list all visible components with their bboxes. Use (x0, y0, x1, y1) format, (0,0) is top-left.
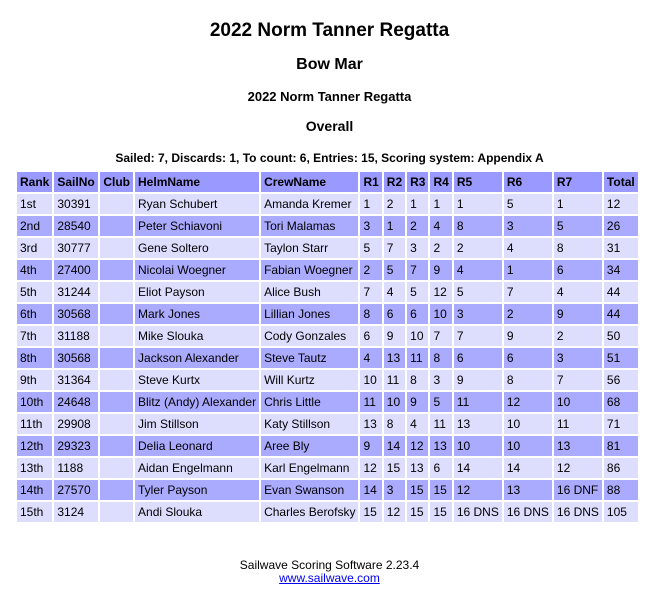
cell-total: 86 (604, 458, 638, 478)
cell-helmname: Blitz (Andy) Alexander (135, 392, 259, 412)
cell-sailno: 30391 (54, 194, 98, 214)
cell-total: 44 (604, 282, 638, 302)
col-r4: R4 (430, 172, 451, 192)
col-sailno: SailNo (54, 172, 98, 192)
cell-r3: 1 (407, 194, 428, 214)
cell-r3: 4 (407, 414, 428, 434)
table-row (17, 282, 638, 302)
table-row (17, 216, 638, 236)
cell-r5: 3 (454, 304, 502, 324)
cell-helmname: Aidan Engelmann (135, 458, 259, 478)
cell-r5: 2 (454, 238, 502, 258)
cell-helmname: Andi Slouka (135, 502, 259, 522)
table-row (17, 260, 638, 280)
cell-r6: 6 (504, 348, 552, 368)
cell-r3: 15 (407, 502, 428, 522)
cell-r7: 8 (554, 238, 602, 258)
table-row (17, 414, 638, 434)
cell-r2: 7 (384, 238, 405, 258)
cell-rank: 15th (17, 502, 52, 522)
cell-r5: 11 (454, 392, 502, 412)
cell-r6: 9 (504, 326, 552, 346)
cell-sailno: 31364 (54, 370, 98, 390)
cell-r1: 15 (360, 502, 381, 522)
page-title: 2022 Norm Tanner Regatta (209, 20, 450, 41)
cell-crewname: Amanda Kremer (261, 194, 358, 214)
cell-r2: 2 (384, 194, 405, 214)
cell-helmname: Eliot Payson (135, 282, 259, 302)
cell-crewname: Fabian Woegner (261, 260, 358, 280)
cell-crewname: Karl Engelmann (261, 458, 358, 478)
col-helmname: HelmName (135, 172, 259, 192)
cell-r1: 8 (360, 304, 381, 324)
cell-rank: 1st (17, 194, 52, 214)
cell-club (100, 216, 133, 236)
cell-r3: 9 (407, 392, 428, 412)
cell-r2: 5 (384, 260, 405, 280)
cell-sailno: 1188 (54, 458, 98, 478)
cell-r5: 16 DNS (454, 502, 502, 522)
cell-rank: 11th (17, 414, 52, 434)
cell-r7: 11 (554, 414, 602, 434)
cell-r2: 8 (384, 414, 405, 434)
event-heading: 2022 Norm Tanner Regatta (247, 89, 412, 104)
cell-club (100, 458, 133, 478)
cell-crewname: Chris Little (261, 392, 358, 412)
cell-r1: 2 (360, 260, 381, 280)
cell-sailno: 3124 (54, 502, 98, 522)
cell-r4: 6 (430, 458, 451, 478)
cell-club (100, 414, 133, 434)
cell-r5: 5 (454, 282, 502, 302)
col-r3: R3 (407, 172, 428, 192)
table-row (17, 392, 638, 412)
cell-total: 44 (604, 304, 638, 324)
cell-r2: 4 (384, 282, 405, 302)
cell-r4: 7 (430, 326, 451, 346)
cell-crewname: Katy Stillson (261, 414, 358, 434)
cell-rank: 7th (17, 326, 52, 346)
cell-crewname: Taylon Starr (261, 238, 358, 258)
cell-r7: 6 (554, 260, 602, 280)
cell-total: 51 (604, 348, 638, 368)
cell-sailno: 30777 (54, 238, 98, 258)
cell-r7: 2 (554, 326, 602, 346)
cell-r4: 13 (430, 436, 451, 456)
cell-r3: 10 (407, 326, 428, 346)
col-crewname: CrewName (261, 172, 358, 192)
cell-r4: 8 (430, 348, 451, 368)
col-r2: R2 (384, 172, 405, 192)
table-row (17, 370, 638, 390)
cell-total: 71 (604, 414, 638, 434)
cell-club (100, 370, 133, 390)
cell-r5: 14 (454, 458, 502, 478)
cell-r7: 3 (554, 348, 602, 368)
cell-rank: 6th (17, 304, 52, 324)
cell-helmname: Peter Schiavoni (135, 216, 259, 236)
cell-sailno: 31244 (54, 282, 98, 302)
cell-sailno: 27570 (54, 480, 98, 500)
col-total: Total (604, 172, 638, 192)
table-row (17, 238, 638, 258)
cell-club (100, 304, 133, 324)
cell-crewname: Cody Gonzales (261, 326, 358, 346)
cell-r3: 12 (407, 436, 428, 456)
cell-r1: 11 (360, 392, 381, 412)
cell-club (100, 436, 133, 456)
cell-r6: 13 (504, 480, 552, 500)
cell-r2: 10 (384, 392, 405, 412)
cell-r6: 5 (504, 194, 552, 214)
cell-r6: 8 (504, 370, 552, 390)
cell-r1: 14 (360, 480, 381, 500)
cell-total: 68 (604, 392, 638, 412)
table-row (17, 436, 638, 456)
cell-club (100, 392, 133, 412)
cell-sailno: 24648 (54, 392, 98, 412)
cell-r1: 10 (360, 370, 381, 390)
cell-r1: 1 (360, 194, 381, 214)
cell-r5: 7 (454, 326, 502, 346)
cell-r7: 16 DNS (554, 502, 602, 522)
cell-r2: 9 (384, 326, 405, 346)
cell-r7: 10 (554, 392, 602, 412)
cell-r1: 6 (360, 326, 381, 346)
results-body (17, 194, 638, 522)
table-row (17, 304, 638, 324)
cell-rank: 4th (17, 260, 52, 280)
table-row (17, 194, 638, 214)
cell-r3: 2 (407, 216, 428, 236)
cell-r5: 12 (454, 480, 502, 500)
cell-r4: 9 (430, 260, 451, 280)
col-club: Club (100, 172, 133, 192)
cell-helmname: Delia Leonard (135, 436, 259, 456)
col-r1: R1 (360, 172, 381, 192)
cell-total: 50 (604, 326, 638, 346)
cell-r2: 15 (384, 458, 405, 478)
cell-r7: 9 (554, 304, 602, 324)
sailwave-link[interactable]: www.sailwave.com (279, 571, 380, 585)
cell-r7: 16 DNF (554, 480, 602, 500)
cell-r3: 6 (407, 304, 428, 324)
cell-r2: 11 (384, 370, 405, 390)
cell-rank: 8th (17, 348, 52, 368)
cell-crewname: Steve Tautz (261, 348, 358, 368)
cell-r2: 6 (384, 304, 405, 324)
cell-club (100, 238, 133, 258)
table-row (17, 502, 638, 522)
col-rank: Rank (17, 172, 52, 192)
table-row (17, 348, 638, 368)
cell-r2: 12 (384, 502, 405, 522)
venue-heading: Bow Mar (296, 56, 363, 73)
cell-club (100, 282, 133, 302)
cell-r3: 7 (407, 260, 428, 280)
results-table (15, 170, 640, 524)
cell-rank: 10th (17, 392, 52, 412)
cell-crewname: Aree Bly (261, 436, 358, 456)
cell-r5: 9 (454, 370, 502, 390)
cell-r6: 14 (504, 458, 552, 478)
cell-r3: 13 (407, 458, 428, 478)
cell-r5: 8 (454, 216, 502, 236)
cell-r7: 5 (554, 216, 602, 236)
cell-rank: 2nd (17, 216, 52, 236)
cell-helmname: Ryan Schubert (135, 194, 259, 214)
cell-r3: 3 (407, 238, 428, 258)
cell-sailno: 27400 (54, 260, 98, 280)
cell-r2: 3 (384, 480, 405, 500)
header-row (17, 172, 638, 192)
cell-r4: 15 (430, 502, 451, 522)
cell-club (100, 502, 133, 522)
cell-r2: 14 (384, 436, 405, 456)
col-r5: R5 (454, 172, 502, 192)
cell-helmname: Nicolai Woegner (135, 260, 259, 280)
cell-r6: 16 DNS (504, 502, 552, 522)
cell-r6: 2 (504, 304, 552, 324)
cell-r6: 12 (504, 392, 552, 412)
cell-sailno: 29908 (54, 414, 98, 434)
cell-r1: 5 (360, 238, 381, 258)
cell-r1: 4 (360, 348, 381, 368)
cell-club (100, 348, 133, 368)
cell-total: 56 (604, 370, 638, 390)
cell-r4: 12 (430, 282, 451, 302)
cell-r7: 12 (554, 458, 602, 478)
cell-helmname: Gene Soltero (135, 238, 259, 258)
software-credit: Sailwave Scoring Software 2.23.4 (239, 558, 420, 572)
cell-r1: 13 (360, 414, 381, 434)
cell-sailno: 31188 (54, 326, 98, 346)
cell-r5: 1 (454, 194, 502, 214)
cell-rank: 14th (17, 480, 52, 500)
cell-r5: 6 (454, 348, 502, 368)
cell-total: 31 (604, 238, 638, 258)
cell-rank: 9th (17, 370, 52, 390)
cell-r3: 5 (407, 282, 428, 302)
series-heading: Overall (305, 118, 354, 134)
cell-sailno: 29323 (54, 436, 98, 456)
cell-rank: 13th (17, 458, 52, 478)
table-row (17, 458, 638, 478)
cell-r1: 9 (360, 436, 381, 456)
cell-crewname: Evan Swanson (261, 480, 358, 500)
cell-total: 12 (604, 194, 638, 214)
cell-r6: 10 (504, 436, 552, 456)
cell-r5: 13 (454, 414, 502, 434)
cell-helmname: Mark Jones (135, 304, 259, 324)
cell-total: 105 (604, 502, 638, 522)
cell-r4: 11 (430, 414, 451, 434)
cell-r4: 2 (430, 238, 451, 258)
cell-r3: 11 (407, 348, 428, 368)
table-row (17, 480, 638, 500)
cell-sailno: 28540 (54, 216, 98, 236)
cell-club (100, 260, 133, 280)
cell-r6: 10 (504, 414, 552, 434)
cell-total: 81 (604, 436, 638, 456)
cell-r6: 7 (504, 282, 552, 302)
cell-sailno: 30568 (54, 304, 98, 324)
cell-r7: 4 (554, 282, 602, 302)
cell-helmname: Mike Slouka (135, 326, 259, 346)
footer (0, 559, 659, 585)
cell-r2: 1 (384, 216, 405, 236)
cell-total: 88 (604, 480, 638, 500)
col-r7: R7 (554, 172, 602, 192)
cell-total: 26 (604, 216, 638, 236)
cell-r6: 1 (504, 260, 552, 280)
cell-r3: 8 (407, 370, 428, 390)
cell-rank: 5th (17, 282, 52, 302)
cell-r1: 3 (360, 216, 381, 236)
cell-helmname: Jackson Alexander (135, 348, 259, 368)
cell-rank: 3rd (17, 238, 52, 258)
cell-r1: 12 (360, 458, 381, 478)
cell-r1: 7 (360, 282, 381, 302)
cell-r2: 13 (384, 348, 405, 368)
cell-r4: 1 (430, 194, 451, 214)
cell-sailno: 30568 (54, 348, 98, 368)
cell-helmname: Tyler Payson (135, 480, 259, 500)
cell-club (100, 480, 133, 500)
cell-crewname: Alice Bush (261, 282, 358, 302)
cell-crewname: Charles Berofsky (261, 502, 358, 522)
cell-r4: 5 (430, 392, 451, 412)
cell-helmname: Steve Kurtx (135, 370, 259, 390)
cell-r7: 7 (554, 370, 602, 390)
cell-r5: 10 (454, 436, 502, 456)
cell-r3: 15 (407, 480, 428, 500)
cell-total: 34 (604, 260, 638, 280)
cell-club (100, 194, 133, 214)
cell-r7: 1 (554, 194, 602, 214)
cell-rank: 12th (17, 436, 52, 456)
cell-r4: 4 (430, 216, 451, 236)
cell-crewname: Tori Malamas (261, 216, 358, 236)
series-summary: Sailed: 7, Discards: 1, To count: 6, Entries: 15, Scoring system: Appendix A (115, 151, 544, 165)
col-r6: R6 (504, 172, 552, 192)
cell-r6: 3 (504, 216, 552, 236)
table-row (17, 326, 638, 346)
cell-helmname: Jim Stillson (135, 414, 259, 434)
cell-club (100, 326, 133, 346)
cell-r5: 4 (454, 260, 502, 280)
cell-r7: 13 (554, 436, 602, 456)
cell-r4: 10 (430, 304, 451, 324)
cell-r4: 3 (430, 370, 451, 390)
cell-crewname: Will Kurtz (261, 370, 358, 390)
cell-r6: 4 (504, 238, 552, 258)
cell-r4: 15 (430, 480, 451, 500)
cell-crewname: Lillian Jones (261, 304, 358, 324)
